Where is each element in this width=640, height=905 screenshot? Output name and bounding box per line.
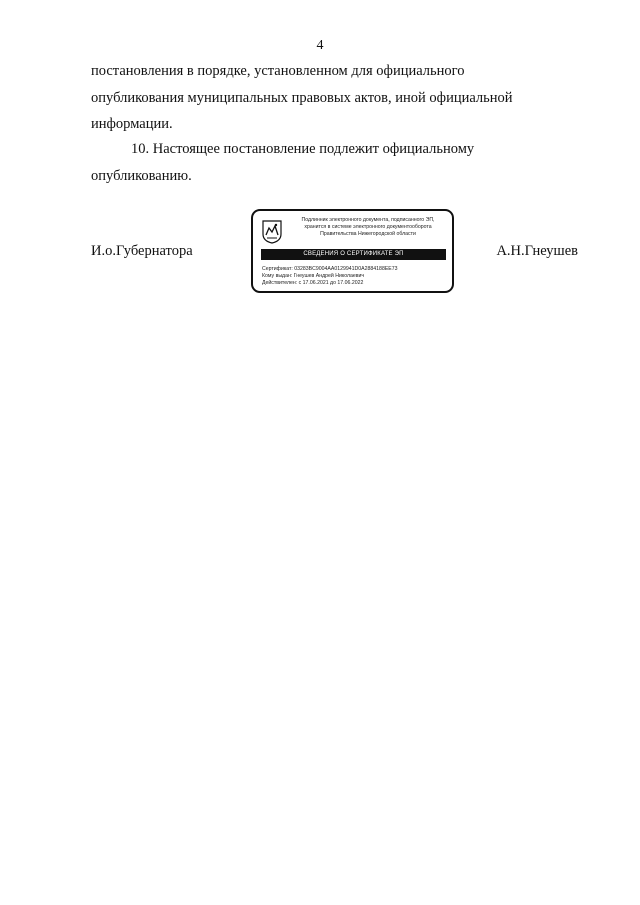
coat-of-arms-icon (262, 220, 282, 244)
electronic-signature-stamp (251, 209, 454, 293)
paragraph-line (91, 85, 578, 112)
word: порядке, (197, 63, 251, 79)
signatory-name: А.Н.Гнеушев (496, 243, 578, 259)
certificate-number: Сертификат: 03283BC9004AA0129941D0A2884188EE73 (262, 266, 398, 272)
stamp-header-line: Подлинник электронного документа, подписанного ЭП, (301, 217, 435, 223)
stamp-header-line: хранится в системе электронного документооборота (304, 224, 432, 230)
signatory-position: И.о.Губернатора (91, 243, 193, 259)
paragraph-line (91, 136, 578, 163)
word: установленном (254, 63, 348, 79)
stamp-header-line: Правительства Нижегородской области (320, 231, 416, 237)
paragraph-line (91, 58, 578, 85)
word: правовых (291, 89, 351, 106)
paragraph-publication (91, 58, 578, 138)
word: муниципальных (187, 89, 288, 106)
word: Настоящее (152, 141, 220, 157)
word: в (186, 63, 194, 79)
certificate-owner: Кому выдан: Гнеушев Андрей Николаевич (262, 273, 365, 279)
page-number: 4 (316, 38, 324, 53)
word: официальной (429, 89, 513, 106)
stamp-certificate-bar: СВЕДЕНИЯ О СЕРТИФИКАТЕ ЭП (261, 249, 446, 260)
item-number: 10. (131, 141, 150, 157)
word: иной (395, 89, 426, 106)
word: постановления (91, 63, 184, 79)
word: для (351, 63, 373, 79)
paragraph-line: информации. (91, 116, 173, 132)
word: постановление (223, 141, 316, 157)
word: подлежит (319, 141, 379, 157)
word: официального (376, 63, 465, 79)
paragraph-item-10 (91, 136, 578, 189)
certificate-validity: Действителен: с 17.06.2021 до 17.06.2022 (262, 280, 364, 286)
paragraph-line: опубликованию. (91, 167, 192, 184)
word: официальному (382, 141, 475, 157)
stamp-details (262, 266, 398, 287)
word: опубликования (91, 89, 184, 106)
word: актов, (354, 89, 392, 106)
stamp-header (285, 217, 451, 238)
